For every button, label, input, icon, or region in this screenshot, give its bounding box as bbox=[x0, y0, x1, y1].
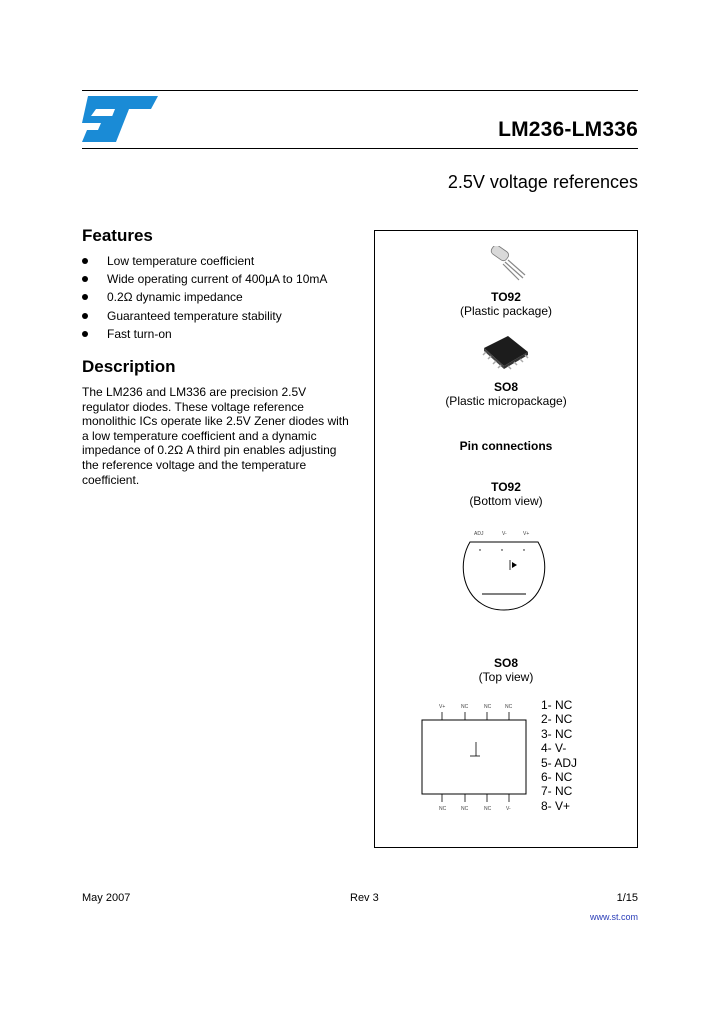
list-item: 0.2Ω dynamic impedance bbox=[82, 288, 327, 306]
to92-bottom-view-diagram bbox=[462, 536, 546, 612]
list-item: 3- NC bbox=[541, 726, 573, 741]
bullet-icon bbox=[82, 331, 88, 337]
st-logo-icon bbox=[82, 96, 158, 142]
footer-url-link[interactable]: www.st.com bbox=[589, 912, 638, 922]
svg-text:NC: NC bbox=[505, 704, 513, 710]
svg-text:NC: NC bbox=[484, 704, 492, 710]
list-item: Fast turn-on bbox=[82, 325, 327, 343]
page-title: LM236-LM336 bbox=[498, 118, 638, 141]
list-item: 2- NC bbox=[541, 712, 573, 727]
description-text: The LM236 and LM336 are precision 2.5V regulator diodes. These voltage reference monolithic ICs operate like 2.5V Zener diodes with a low temperature coefficient and a dynamic impedance of 0.2Ω A third pin enables adjusting the reference voltage and the temperature coefficient. bbox=[82, 385, 349, 487]
so8-pin-list bbox=[541, 698, 577, 813]
bullet-icon bbox=[82, 313, 88, 319]
list-item: Low temperature coefficient bbox=[82, 252, 327, 270]
svg-text:NC: NC bbox=[461, 806, 469, 812]
bullet-icon bbox=[82, 276, 88, 282]
to92-pin-label: ADJ bbox=[474, 531, 484, 537]
list-item: 5- ADJ bbox=[541, 755, 578, 770]
bullet-icon bbox=[82, 294, 88, 300]
list-item: Guaranteed temperature stability bbox=[82, 307, 327, 325]
list-item: 8- V+ bbox=[541, 798, 571, 813]
svg-text:V+: V+ bbox=[439, 704, 446, 710]
to92-label: TO92 bbox=[491, 290, 521, 304]
to92-desc: (Plastic package) bbox=[459, 304, 553, 318]
so8-desc: (Plastic micropackage) bbox=[445, 394, 567, 408]
list-item: 6- NC bbox=[541, 770, 573, 785]
title-rule bbox=[82, 148, 638, 149]
page-subtitle: 2.5V voltage references bbox=[447, 172, 638, 192]
bullet-icon bbox=[82, 258, 88, 264]
so8-label: SO8 bbox=[493, 380, 518, 394]
description-heading: Description bbox=[82, 357, 176, 376]
list-item: 1- NC bbox=[541, 698, 573, 712]
list-item: 4- V- bbox=[541, 741, 567, 756]
to92-pin-label: V+ bbox=[523, 531, 530, 537]
list-item: 7- NC bbox=[541, 784, 573, 799]
svg-text:V-: V- bbox=[506, 806, 511, 812]
features-heading: Features bbox=[82, 226, 153, 245]
svg-text:NC: NC bbox=[439, 806, 447, 812]
svg-text:NC: NC bbox=[484, 806, 492, 812]
features-list bbox=[82, 252, 327, 343]
so8-view-label: SO8 bbox=[493, 656, 518, 670]
to92-pin-label: V- bbox=[502, 531, 507, 537]
list-item: Wide operating current of 400µA to 10mA bbox=[82, 270, 327, 288]
top-rule bbox=[82, 90, 638, 91]
footer-page: 1/15 bbox=[616, 892, 638, 904]
so8-view-desc: (Top view) bbox=[478, 670, 534, 684]
pin-connections-heading: Pin connections bbox=[459, 439, 553, 453]
svg-text:NC: NC bbox=[461, 704, 469, 710]
so8-package-icon bbox=[480, 334, 532, 370]
so8-top-view-diagram bbox=[420, 700, 530, 812]
to92-view-label: TO92 bbox=[491, 480, 521, 494]
footer-date: May 2007 bbox=[82, 892, 131, 904]
to92-view-desc: (Bottom view) bbox=[469, 494, 543, 508]
footer-rev: Rev 3 bbox=[350, 892, 379, 904]
to92-package-icon bbox=[485, 246, 527, 282]
